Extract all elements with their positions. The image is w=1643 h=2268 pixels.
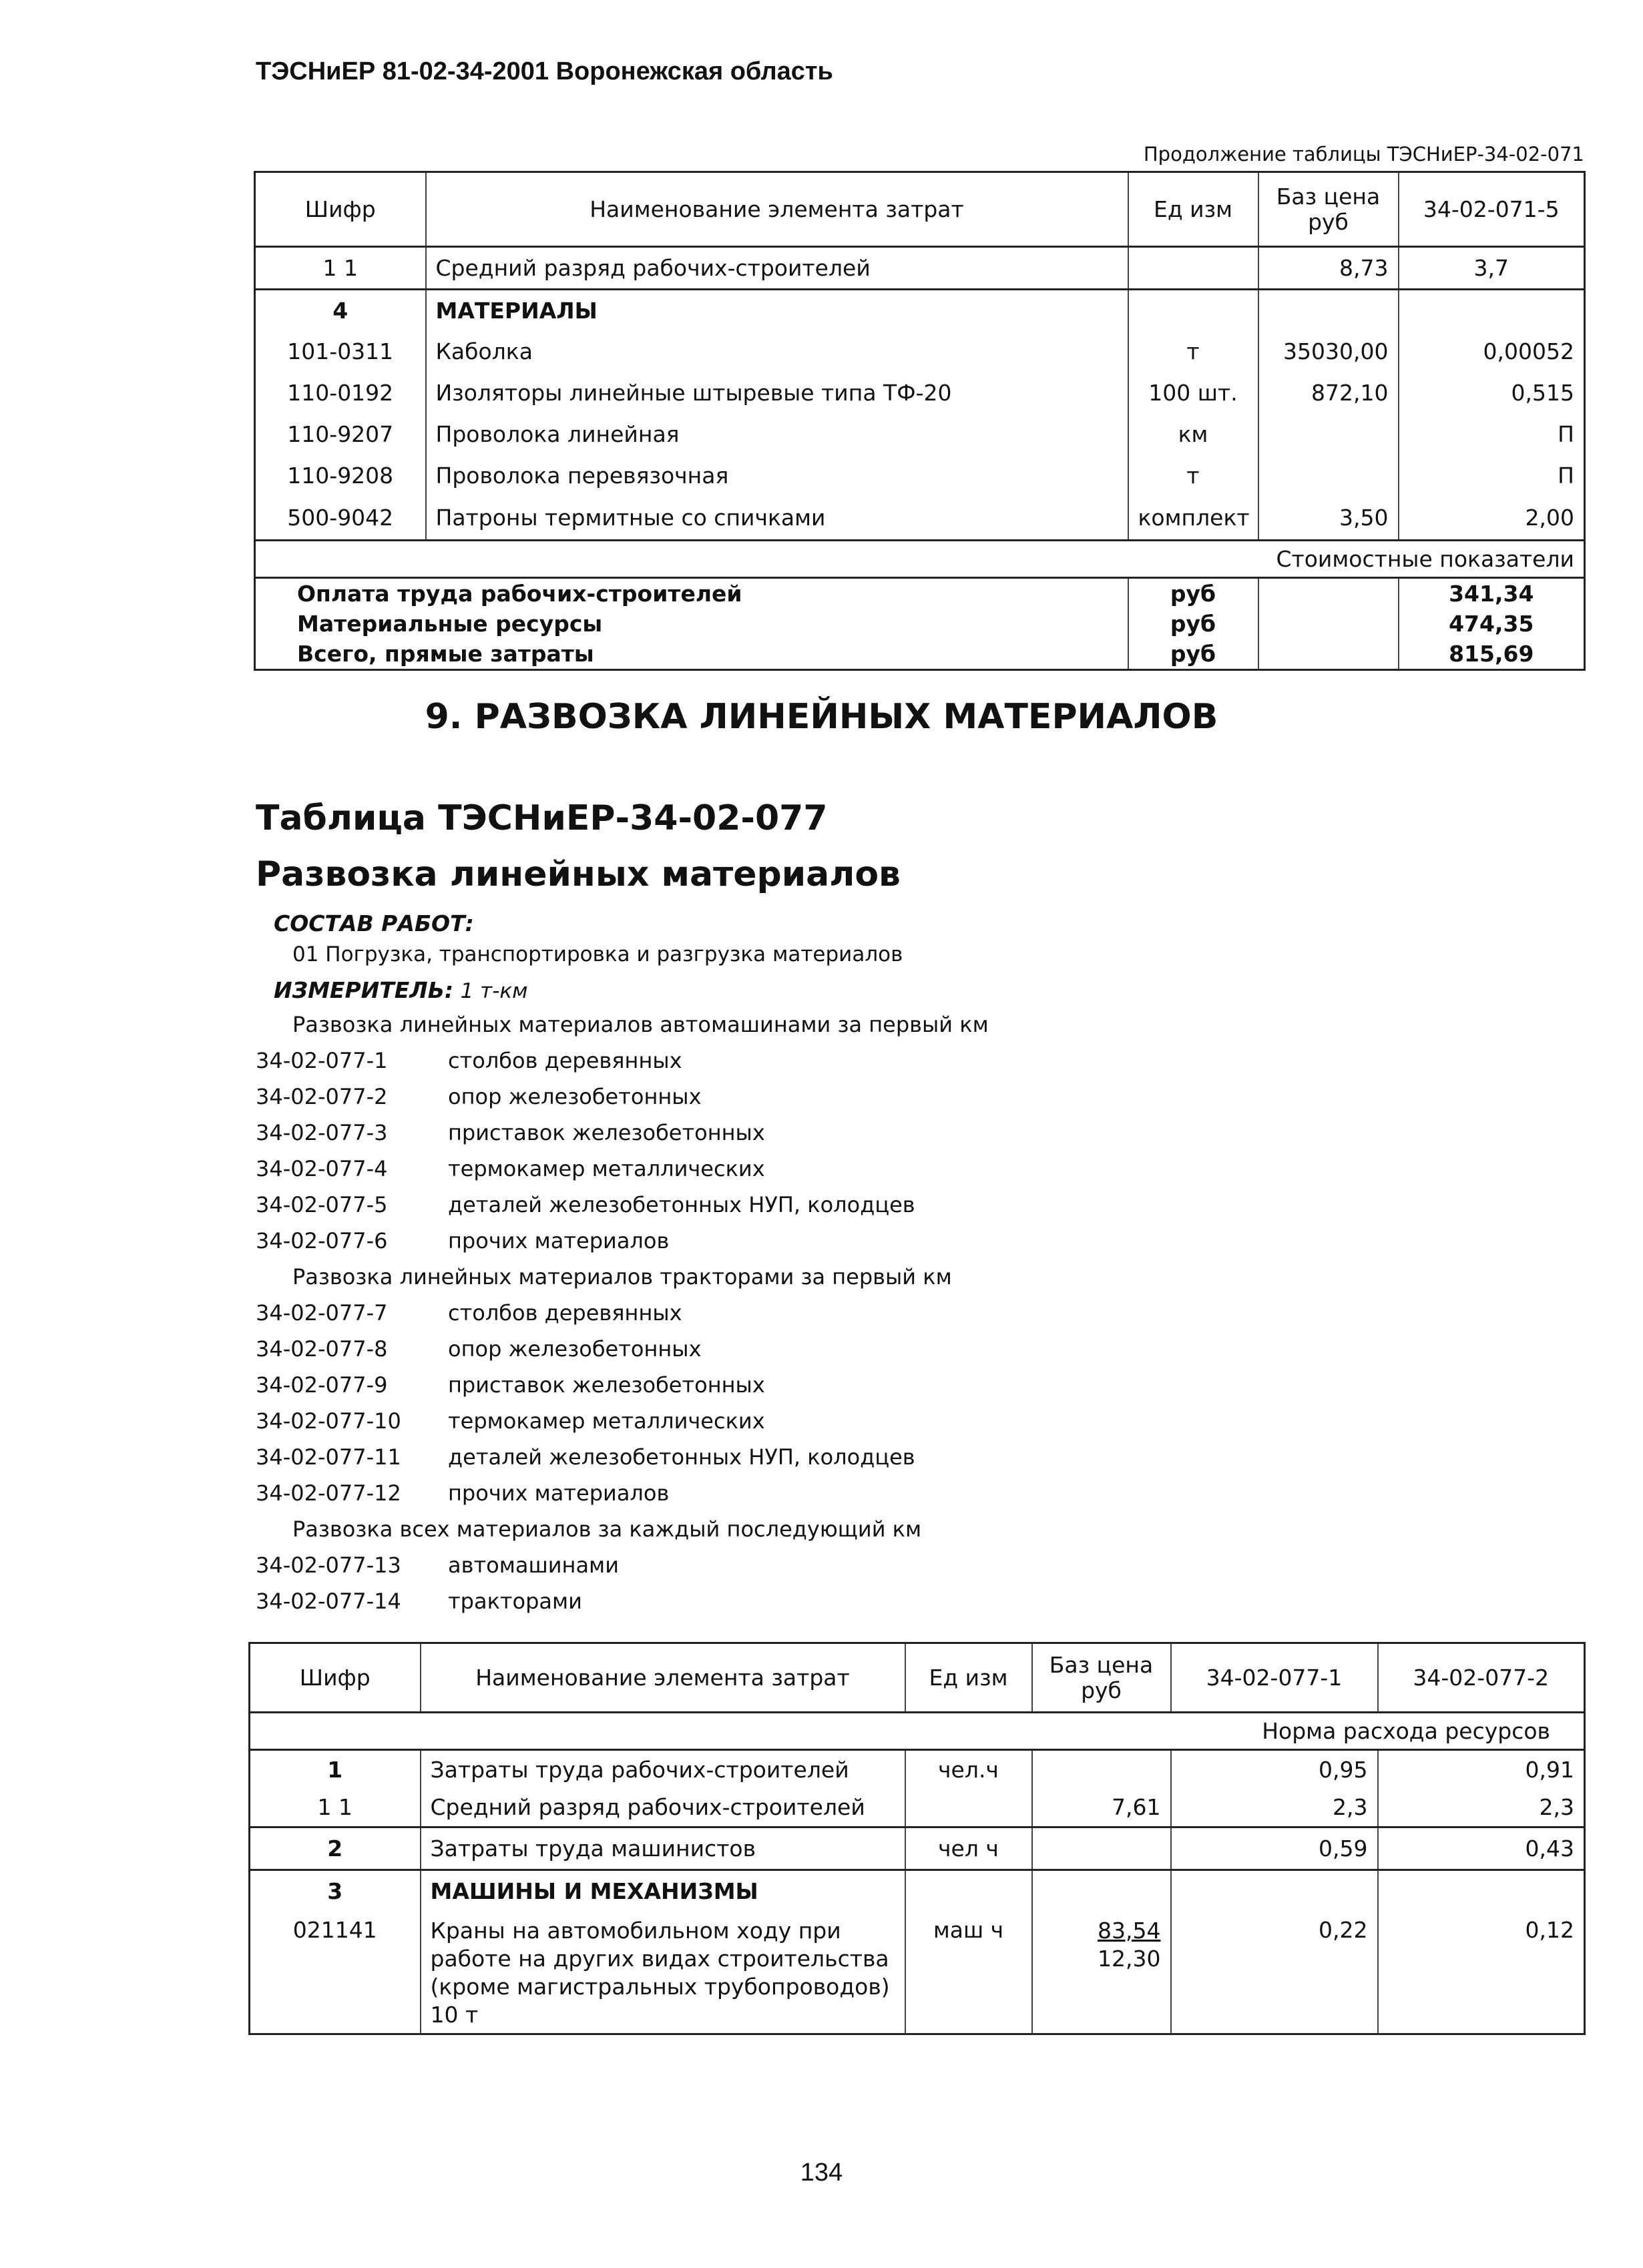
- total-price: [1258, 609, 1399, 639]
- row-name: Затраты труда рабочих-строителей: [421, 1750, 905, 1789]
- table-row: [255, 372, 1585, 414]
- row-code: 1: [327, 1756, 343, 1783]
- table-row: [255, 497, 1585, 541]
- list-item: [256, 1048, 682, 1073]
- row-v2: [1378, 1870, 1585, 1912]
- table-34-02-077: [248, 1642, 1586, 2035]
- table-header-row: [255, 172, 1585, 247]
- row-name-line: 10 т: [430, 2001, 479, 2028]
- group-heading: Развозка линейных материалов автомашинами за первый км: [292, 1012, 989, 1037]
- item-code: 34-02-077-1: [256, 1048, 388, 1073]
- list-item: [256, 1589, 582, 1614]
- item-text: тракторами: [448, 1589, 582, 1614]
- item-code: 34-02-077-14: [256, 1589, 401, 1614]
- row-code: 2: [250, 1827, 421, 1870]
- row-v2: 0,43: [1378, 1827, 1585, 1870]
- total-value: 341,34: [1399, 578, 1585, 609]
- price-bottom: 12,30: [1098, 1945, 1161, 1972]
- list-item: [256, 1084, 702, 1109]
- item-code: 34-02-077-11: [256, 1444, 401, 1470]
- row-value: 2,00: [1399, 497, 1585, 541]
- list-item: [256, 1336, 702, 1362]
- item-text: столбов деревянных: [448, 1300, 682, 1326]
- item-code: 34-02-077-4: [256, 1156, 388, 1181]
- row-code: 4: [332, 297, 348, 324]
- item-text: опор железобетонных: [448, 1336, 702, 1362]
- row-value: [1399, 290, 1585, 331]
- table-34-02-071: [254, 171, 1586, 671]
- row-price: [1032, 1827, 1171, 1870]
- row-name: МАТЕРИАЛЫ: [426, 290, 1128, 331]
- item-code: 34-02-077-10: [256, 1408, 401, 1434]
- total-price: [1258, 639, 1399, 670]
- item-code: 34-02-077-6: [256, 1228, 388, 1253]
- item-code: 34-02-077-3: [256, 1120, 388, 1145]
- total-unit: руб: [1128, 578, 1258, 609]
- table-row: [250, 1789, 1585, 1827]
- total-value: 815,69: [1399, 639, 1585, 670]
- row-name: Средний разряд рабочих-строителей: [426, 247, 1128, 290]
- row-name: Каболка: [426, 331, 1128, 372]
- total-unit: руб: [1128, 609, 1258, 639]
- row-name: Средний разряд рабочих-строителей: [421, 1789, 905, 1827]
- row-name-line: (кроме магистральных трубопроводов): [430, 1973, 890, 2000]
- table-row: [255, 331, 1585, 372]
- total-row: [255, 578, 1585, 609]
- row-name: Затраты труда машинистов: [421, 1827, 905, 1870]
- row-price: [1258, 455, 1399, 497]
- list-item: [256, 1408, 765, 1434]
- col-name: Наименование элемента затрат: [421, 1643, 905, 1713]
- row-v1: 0,95: [1171, 1750, 1378, 1789]
- item-text: деталей железобетонных НУП, колодцев: [448, 1192, 915, 1217]
- work-composition-label: СОСТАВ РАБОТ:: [274, 910, 474, 936]
- row-value: 0,515: [1399, 372, 1585, 414]
- row-unit: маш ч: [905, 1912, 1032, 2034]
- indicators-row: [255, 541, 1585, 578]
- list-item: [256, 1552, 619, 1578]
- row-code: 1 1: [250, 1789, 421, 1827]
- table-row: [250, 1870, 1585, 1912]
- row-unit: [905, 1870, 1032, 1912]
- row-value: 3,7: [1399, 247, 1585, 290]
- col-c1: 34-02-077-1: [1171, 1643, 1378, 1713]
- row-unit: чел ч: [905, 1827, 1032, 1870]
- total-unit: руб: [1128, 639, 1258, 670]
- row-v1: 0,22: [1171, 1912, 1378, 2034]
- total-value: 474,35: [1399, 609, 1585, 639]
- row-code: 110-9207: [287, 421, 394, 447]
- list-item: [256, 1300, 682, 1326]
- col-price: Баз цена руб: [1032, 1643, 1171, 1713]
- total-row: [255, 609, 1585, 639]
- row-name: МАШИНЫ И МЕХАНИЗМЫ: [421, 1870, 905, 1912]
- list-item: [256, 1120, 765, 1145]
- row-unit: [905, 1789, 1032, 1827]
- price-top: 83,54: [1098, 1917, 1161, 1944]
- row-price: 8,73: [1258, 247, 1399, 290]
- item-text: приставок железобетонных: [448, 1120, 765, 1145]
- page-header: ТЭСНиЕР 81-02-34-2001 Воронежская область: [256, 57, 833, 85]
- item-text: прочих материалов: [448, 1228, 670, 1253]
- row-unit: т: [1128, 455, 1258, 497]
- table-row: [255, 455, 1585, 497]
- row-unit: чел.ч: [905, 1750, 1032, 1789]
- item-text: опор железобетонных: [448, 1084, 702, 1109]
- row-unit: т: [1128, 331, 1258, 372]
- col-name: Наименование элемента затрат: [426, 172, 1128, 247]
- list-item: [256, 1372, 765, 1398]
- total-name: Материальные ресурсы: [297, 611, 603, 637]
- meter-line: [274, 977, 528, 1003]
- row-code: 3: [327, 1878, 343, 1904]
- meter-value: 1 т-км: [460, 979, 528, 1003]
- row-name-line: Краны на автомобильном ходу при: [430, 1917, 841, 1944]
- item-code: 34-02-077-9: [256, 1372, 388, 1398]
- col-unit: Ед изм: [905, 1643, 1032, 1713]
- table-title: Таблица ТЭСНиЕР-34-02-077: [256, 798, 828, 838]
- section-heading: 9. РАЗВОЗКА ЛИНЕЙНЫХ МАТЕРИАЛОВ: [425, 697, 1218, 737]
- row-price: [1032, 1870, 1171, 1912]
- table-row: [255, 247, 1585, 290]
- norm-row: [250, 1713, 1585, 1750]
- table-row: [255, 414, 1585, 455]
- row-value: 0,00052: [1399, 331, 1585, 372]
- item-code: 34-02-077-5: [256, 1192, 388, 1217]
- row-v1: 2,3: [1171, 1789, 1378, 1827]
- list-item: [256, 1228, 669, 1253]
- list-item: [256, 1444, 915, 1470]
- item-code: 34-02-077-7: [256, 1300, 388, 1326]
- item-code: 34-02-077-13: [256, 1552, 401, 1578]
- row-price: 35030,00: [1258, 331, 1399, 372]
- total-name: Оплата труда рабочих-строителей: [297, 580, 742, 607]
- list-item: [256, 1156, 765, 1181]
- list-item: [256, 1192, 915, 1217]
- total-name: Всего, прямые затраты: [297, 641, 594, 667]
- norm-label: Норма расхода ресурсов: [250, 1713, 1585, 1750]
- group-heading: Развозка всех материалов за каждый последующий км: [292, 1516, 922, 1542]
- row-name: Изоляторы линейные штыревые типа ТФ-20: [426, 372, 1128, 414]
- col-rate: 34-02-071-5: [1399, 172, 1585, 247]
- meter-label: ИЗМЕРИТЕЛЬ:: [274, 977, 454, 1003]
- page-number: 134: [800, 2159, 843, 2187]
- row-price: [1032, 1750, 1171, 1789]
- total-row: [255, 639, 1585, 670]
- item-text: термокамер металлических: [448, 1408, 765, 1434]
- row-code: 110-9208: [287, 463, 394, 489]
- col-c2: 34-02-077-2: [1378, 1643, 1585, 1713]
- row-name: Проволока перевязочная: [426, 455, 1128, 497]
- item-text: прочих материалов: [448, 1480, 670, 1506]
- row-name: [421, 1912, 905, 2034]
- row-price: 872,10: [1258, 372, 1399, 414]
- col-price: Баз цена руб: [1258, 172, 1399, 247]
- row-unit: [1128, 247, 1258, 290]
- row-code: 1 1: [255, 247, 426, 290]
- row-value: П: [1399, 414, 1585, 455]
- table-row: [250, 1750, 1585, 1789]
- item-code: 34-02-077-8: [256, 1336, 388, 1362]
- table-continuation-label: Продолжение таблицы ТЭСНиЕР-34-02-071: [1143, 143, 1584, 166]
- row-unit: комплект: [1128, 497, 1258, 541]
- row-v2: 0,91: [1378, 1750, 1585, 1789]
- col-code: Шифр: [250, 1643, 421, 1713]
- row-price: [1258, 290, 1399, 331]
- row-name: Патроны термитные со спичками: [426, 497, 1128, 541]
- row-code: 110-0192: [287, 380, 394, 406]
- group-heading: Развозка линейных материалов тракторами за первый км: [292, 1264, 952, 1290]
- item-text: деталей железобетонных НУП, колодцев: [448, 1444, 915, 1470]
- item-text: столбов деревянных: [448, 1048, 682, 1073]
- row-unit: 100 шт.: [1128, 372, 1258, 414]
- list-item: [256, 1480, 669, 1506]
- table-subtitle: Развозка линейных материалов: [256, 854, 901, 894]
- item-code: 34-02-077-2: [256, 1084, 388, 1109]
- table-row: [250, 1827, 1585, 1870]
- table-row: [255, 290, 1585, 331]
- item-text: автомашинами: [448, 1552, 619, 1578]
- row-code: 500-9042: [255, 497, 426, 541]
- total-price: [1258, 578, 1399, 609]
- col-code: Шифр: [255, 172, 426, 247]
- work-item: 01 Погрузка, транспортировка и разгрузка материалов: [292, 942, 903, 966]
- row-name-line: работе на других видах строительства: [430, 1945, 889, 1972]
- row-code: 101-0311: [287, 338, 394, 364]
- row-name: Проволока линейная: [426, 414, 1128, 455]
- table-header-row: [250, 1643, 1585, 1713]
- row-v1: [1171, 1870, 1378, 1912]
- row-unit: км: [1128, 414, 1258, 455]
- col-unit: Ед изм: [1128, 172, 1258, 247]
- row-price: [1258, 414, 1399, 455]
- item-text: термокамер металлических: [448, 1156, 765, 1181]
- indicators-label: Стоимостные показатели: [255, 541, 1585, 578]
- row-value: П: [1399, 455, 1585, 497]
- row-price: 7,61: [1032, 1789, 1171, 1827]
- row-unit: [1128, 290, 1258, 331]
- table-row: [250, 1912, 1585, 2034]
- row-v2: 2,3: [1378, 1789, 1585, 1827]
- row-v1: 0,59: [1171, 1827, 1378, 1870]
- item-text: приставок железобетонных: [448, 1372, 765, 1398]
- row-code: 021141: [292, 1916, 377, 1943]
- row-v2: 0,12: [1378, 1912, 1585, 2034]
- row-price: [1032, 1912, 1171, 2034]
- row-price: 3,50: [1258, 497, 1399, 541]
- item-code: 34-02-077-12: [256, 1480, 401, 1506]
